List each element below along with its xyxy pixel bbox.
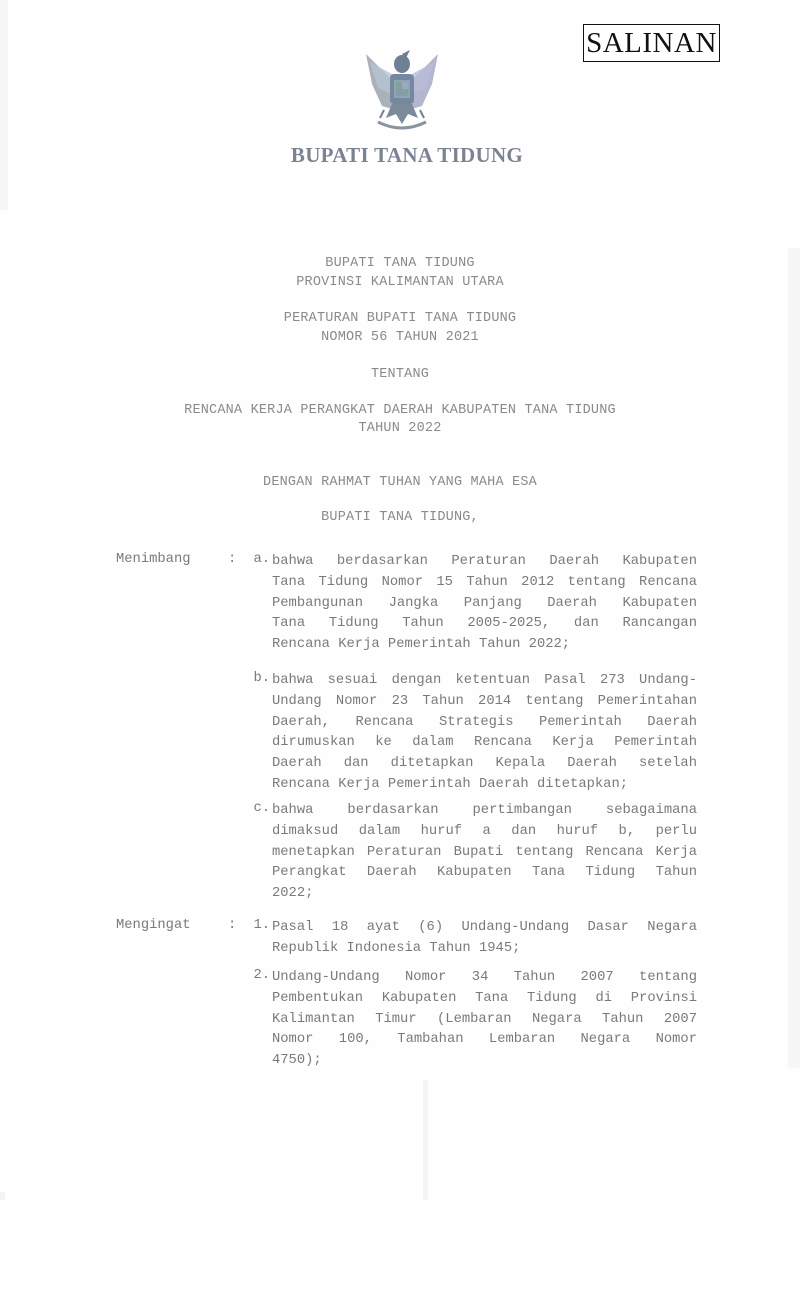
item-marker: c. [253,801,270,816]
mengingat-label: Mengingat [116,918,191,933]
menimbang-item-a: bahwa berdasarkan Peraturan Daerah Kabupaten Tana Tidung Nomor 15 Tahun 2012 tentang Rencana Pembangunan Jangka Panjang Daerah Kabupaten Tana Tidung Tahun 2005-2025, dan Rancangan Rencana Kerja Pemerintah Tahun 2022; [272,554,697,653]
menimbang-label: Menimbang [116,552,191,567]
subject-line-1: RENCANA KERJA PERANGKAT DAERAH KABUPATEN TANA TIDUNG [184,403,616,418]
salinan-stamp [583,24,720,62]
mengingat-item-2: Undang-Undang Nomor 34 Tahun 2007 tentang Pembentukan Kabupaten Tana Tidung di Provinsi Kalimantan Timur (Lembaran Negara Tahun 2007 Nomor 100, Tambahan Lembaran Negara Nomor 4750); [272,970,697,1069]
item-marker: 1. [253,918,270,933]
mengingat-item-1: Pasal 18 ayat (6) Undang-Undang Dasar Negara Republik Indonesia Tahun 1945; [272,920,697,956]
heading-regent: BUPATI TANA TIDUNG [325,256,475,271]
menimbang-item-c: bahwa berdasarkan pertimbangan sebagaimana dimaksud dalam huruf a dan huruf b, perlu menetapkan Peraturan Bupati tentang Rencana Kerja Perangkat Daerah Kabupaten Tana Tidung Tahun 2022; [272,803,697,902]
scan-artifact [0,1192,5,1200]
item-marker: b. [253,671,270,686]
regulation-type: PERATURAN BUPATI TANA TIDUNG [283,311,517,326]
item-marker: 2. [253,968,270,983]
invocation: DENGAN RAHMAT TUHAN YANG MAHA ESA [263,475,537,490]
about-label: TENTANG [370,367,430,382]
subject-line-2: TAHUN 2022 [358,421,442,436]
stamp-label: SALINAN [586,26,717,59]
garuda-emblem-icon [352,44,452,144]
item-marker: a. [253,552,270,567]
letterhead-title: BUPATI TANA TIDUNG [290,143,524,167]
authority: BUPATI TANA TIDUNG, [321,510,479,525]
menimbang-item-b: bahwa sesuai dengan ketentuan Pasal 273 Undang- Undang Nomor 23 Tahun 2014 tentang Pemerintahan Daerah, Rencana Strategis Pemerintah Daerah dirumuskan ke dalam Rencana Kerja Pemerintah Daerah dan ditetapkan Kepala Daerah setelah Rencana Kerja Pemerintah Daerah ditetapkan; [272,673,697,792]
scan-edge-left [0,0,8,210]
scan-artifact [423,1080,428,1200]
regulation-number: NOMOR 56 TAHUN 2021 [321,330,479,345]
mengingat-colon: : [228,918,237,933]
heading-province: PROVINSI KALIMANTAN UTARA [296,275,504,290]
menimbang-colon: : [228,552,237,567]
